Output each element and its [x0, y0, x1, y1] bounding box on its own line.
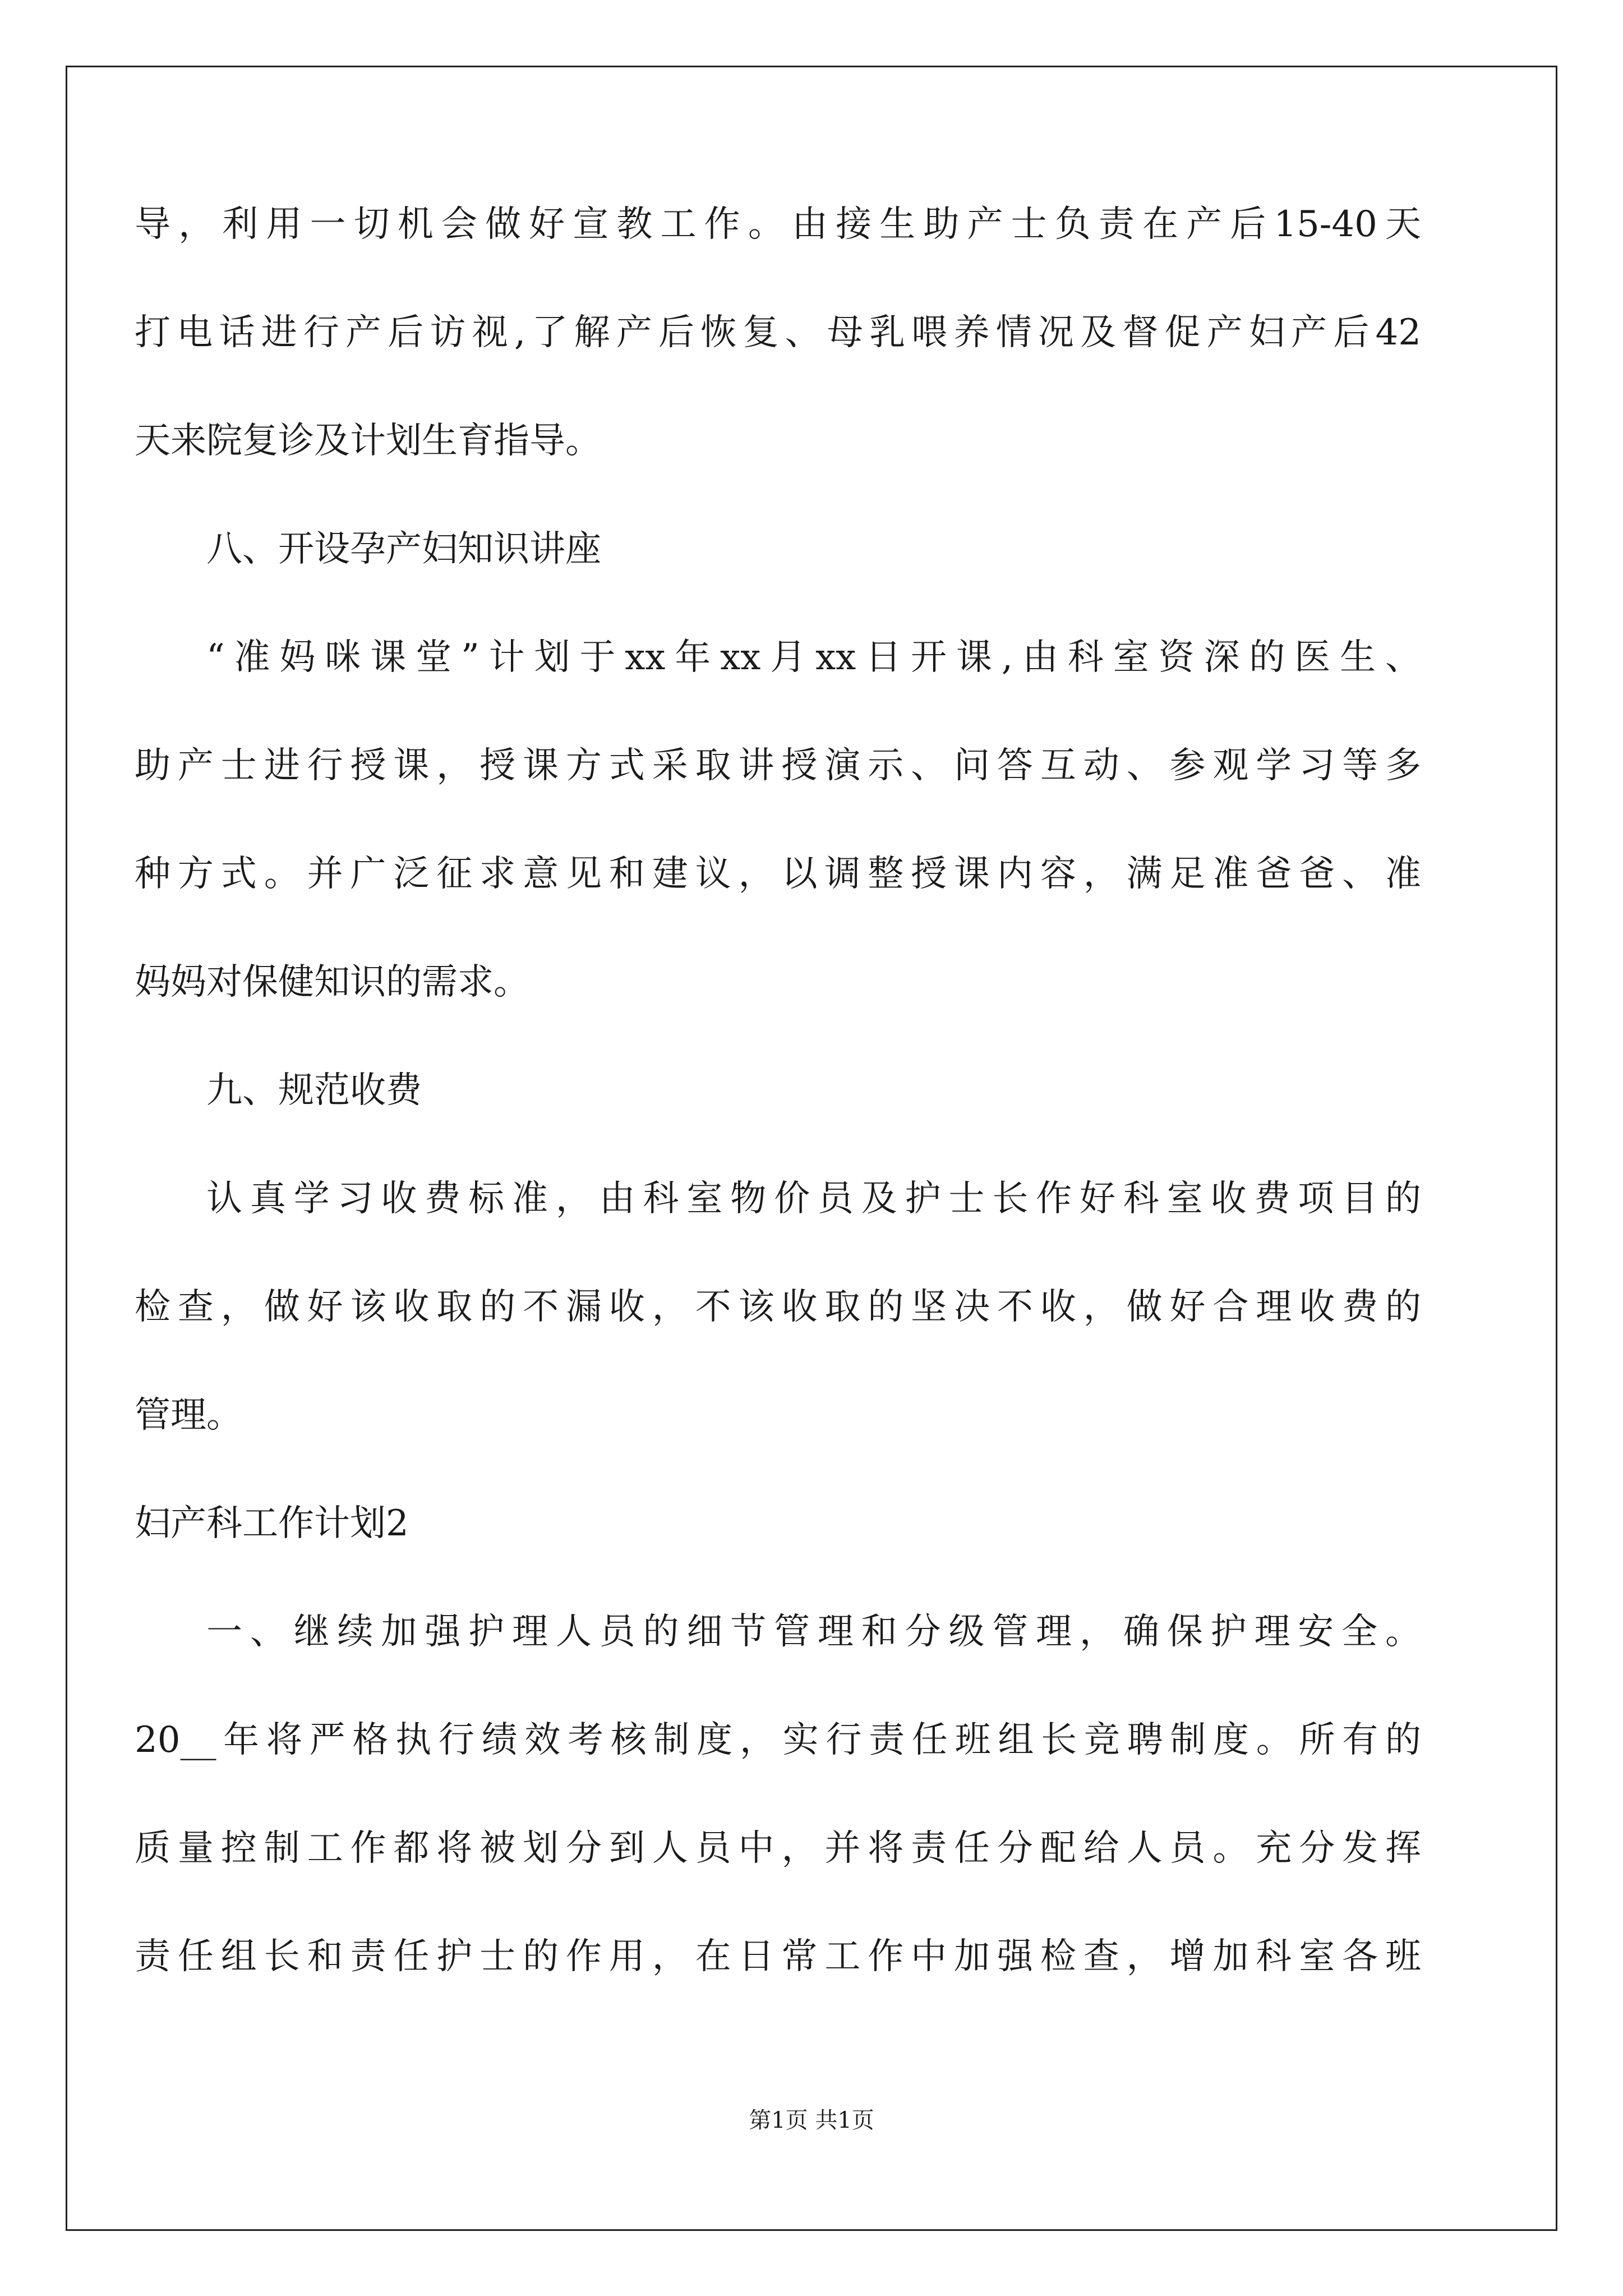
- text-line: 认真学习收费标准，由科室物价员及护士长作好科室收费项目的: [206, 1178, 1421, 1220]
- section-heading: 一、继续加强护理人员的细节管理和分级管理，确保护理安全。: [206, 1611, 1421, 1653]
- page-border: [66, 66, 1557, 2231]
- text-line: 种方式。并广泛征求意见和建议，以调整授课内容，满足准爸爸、准: [135, 853, 1421, 895]
- text-line: 管理。: [135, 1395, 242, 1436]
- text-line: 打电话进行产后访视,了解产后恢复、母乳喂养情况及督促产妇产后42: [135, 312, 1421, 353]
- document-title: 妇产科工作计划2: [135, 1503, 409, 1544]
- text-line: 妈妈对保健知识的需求。: [135, 961, 529, 1003]
- text-line: 质量控制工作都将被划分到人员中，并将责任分配给人员。充分发挥: [135, 1828, 1421, 1869]
- text-line: 导，利用一切机会做好宣教工作。由接生助产士负责在产后15-40天: [135, 204, 1421, 245]
- section-heading: 八、开设孕产妇知识讲座: [206, 528, 601, 570]
- section-heading: 九、规范收费: [206, 1070, 422, 1111]
- text-line: “准妈咪课堂”计划于xx年xx月xx日开课,由科室资深的医生、: [206, 637, 1421, 678]
- page-number: 第1页 共1页: [749, 2108, 874, 2133]
- text-line: 检查，做好该收取的不漏收，不该收取的坚决不收，做好合理收费的: [135, 1286, 1421, 1328]
- text-line: 20__年将严格执行绩效考核制度，实行责任班组长竞聘制度。所有的: [135, 1719, 1421, 1761]
- text-line: 助产士进行授课，授课方式采取讲授演示、问答互动、参观学习等多: [135, 745, 1421, 786]
- text-line: 责任组长和责任护士的作用，在日常工作中加强检查，增加科室各班: [135, 1936, 1421, 1977]
- text-line: 天来院复诊及计划生育指导。: [135, 420, 601, 462]
